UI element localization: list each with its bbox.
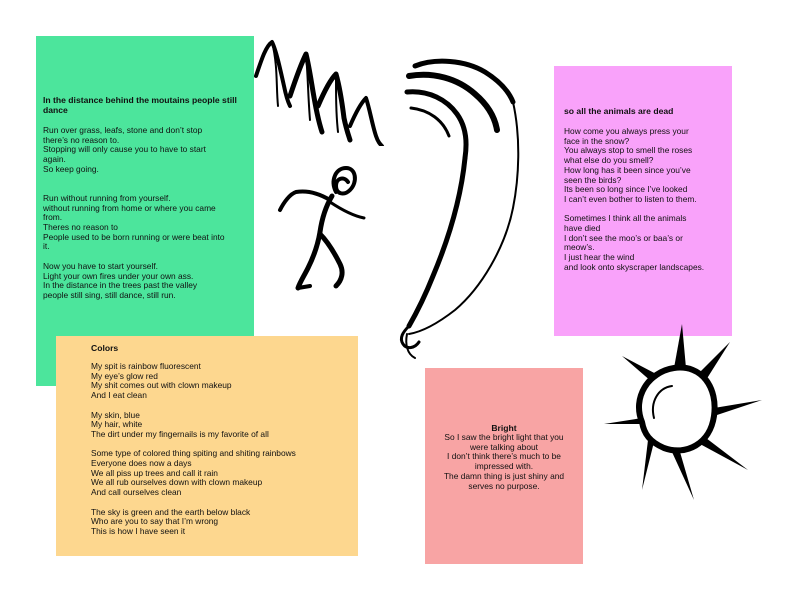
poem-line: from. (43, 212, 63, 223)
poem-line: Who are you to say that I’m wrong (91, 516, 219, 527)
poem-line: it. (43, 241, 50, 252)
poem-line: people still sing, still dance, still run. (43, 289, 176, 300)
poem-title: In the distance behind the moutains people still dance (43, 95, 237, 115)
poem-line: So keep going. (43, 163, 99, 174)
poem-line: were talking about (470, 441, 538, 452)
stanza-gap (43, 175, 254, 185)
poem-line: My hair, white (91, 419, 143, 430)
sun-doodle (602, 322, 772, 504)
poem-line: Its been so long since I’ve looked (564, 184, 688, 195)
poem-line: Now you have to start yourself. (43, 260, 158, 271)
poem-line: seen the birds? (564, 174, 622, 185)
poem-line: My spit is rainbow fluorescent (91, 361, 201, 371)
poem-line: In the distance in the trees past the valley (43, 280, 198, 291)
poem-line: again. (43, 154, 66, 165)
poem-card-green (36, 36, 254, 386)
poem-line: impressed with. (474, 461, 534, 472)
poem-line: People used to be born running or were beat into (43, 231, 225, 242)
poem-line: Light your own fires under your own ass. (43, 270, 194, 281)
poem-title: so all the animals are dead (564, 106, 674, 116)
poem-line: there’s no reason to. (43, 134, 120, 145)
poem-line: Theres no reason to (43, 222, 118, 232)
long-arm-doodle (385, 48, 535, 368)
poem-line: Run over grass, leafs, stone and don’t stop (43, 125, 203, 135)
poem-line: The dirt under my fingernails is my favorite of all (91, 428, 269, 439)
poem-line: I don’t see the moo’s or baa’s or (564, 232, 683, 243)
poem-line: How long has it been since you’ve (564, 164, 691, 175)
poem-line: Run without running from yourself. (43, 192, 171, 203)
poem-title: Colors (91, 343, 119, 353)
poem-line: I don’t think there’s much to be (447, 451, 561, 462)
spiky-letters-doodle (250, 36, 390, 146)
dancing-figure-doodle (270, 160, 380, 295)
poem-line: And I eat clean (91, 390, 147, 401)
poem-card-pink (554, 66, 732, 336)
poem-body (425, 433, 583, 491)
poem-line: and look onto skyscraper landscapes. (564, 261, 705, 272)
poem-line: I can’t even bother to listen to them. (564, 193, 697, 204)
poem-line: So I saw the bright light that you (444, 432, 564, 442)
poem-body (91, 362, 358, 537)
poem-body (564, 127, 732, 273)
poem-line: serves no purpose. (468, 480, 540, 491)
poem-card-orange (56, 336, 358, 556)
poem-line: And call ourselves clean (91, 487, 182, 498)
poem-line: My eye’s glow red (91, 370, 158, 381)
poem-line: Stopping will only cause you to have to start (43, 144, 206, 155)
poem-line: We all rub ourselves down with clown makeup (91, 477, 263, 488)
poem-line: face in the snow? (564, 135, 630, 146)
poem-line: what else do you smell? (564, 155, 654, 166)
poem-line: meow’s. (564, 242, 595, 253)
poem-body (43, 126, 254, 301)
poem-line: Some type of colored thing spiting and shiting rainbows (91, 448, 296, 459)
poem-line: How come you always press your (564, 126, 689, 136)
poem-line: without running from home or where you came (43, 202, 216, 213)
poem-line: Sometimes I think all the animals (564, 213, 687, 224)
poem-line: Everyone does now a days (91, 458, 192, 468)
poem-line: My skin, blue (91, 409, 140, 420)
poem-line: This is how I have seen it (91, 525, 186, 536)
poem-line: We all piss up trees and call it rain (91, 467, 218, 478)
poem-title: Bright (491, 423, 517, 433)
poem-line: The sky is green and the earth below black (91, 506, 251, 517)
poem-line: My shit comes out with clown makeup (91, 380, 232, 391)
poem-line: I just hear the wind (564, 252, 635, 263)
poem-card-red (425, 368, 583, 564)
poem-line: The damn thing is just shiny and (443, 470, 565, 481)
poem-line: have died (564, 223, 601, 234)
poem-line: You always stop to smell the roses (564, 145, 693, 156)
